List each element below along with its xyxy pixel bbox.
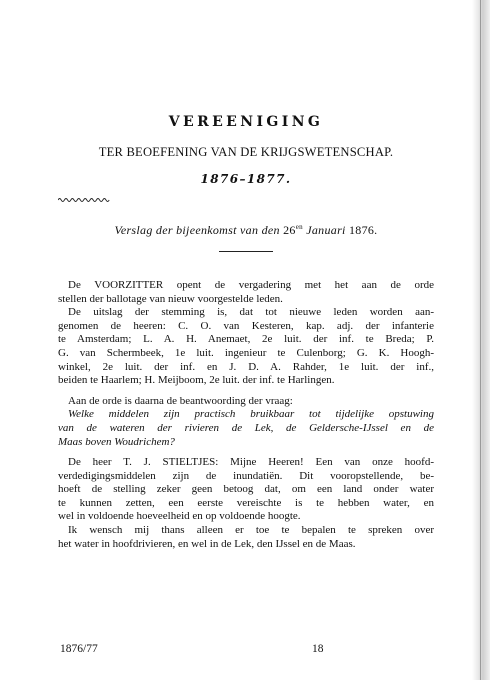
sheet-number: 18 xyxy=(312,643,324,655)
session-years: 1876–1877. xyxy=(200,172,292,187)
paragraph-election-result xyxy=(58,306,434,388)
paragraph-rivers xyxy=(58,524,434,551)
text-line: De uitslag der stemming is, dat tot nieuwe leden worden aan- xyxy=(68,306,434,319)
text-line: hoeft de stelling zeker geen betoog dat, om een land onder water xyxy=(58,483,434,496)
text-line: beiden te Haarlem; H. Meijboom, 2e luit. der inf. te Harlingen. xyxy=(58,374,335,387)
report-body xyxy=(58,279,434,551)
report-text-after: Januari xyxy=(302,223,349,238)
sheet-signature: 1876/77 xyxy=(60,643,98,655)
meeting-report-heading xyxy=(58,221,434,238)
text-line: De VOORZITTER opent de vergadering met het aan de orde xyxy=(68,278,434,291)
society-title: VEREENIGING xyxy=(168,114,324,130)
question-line: van de wateren der rivieren de Lek, de Geldersche-IJssel en de xyxy=(58,421,434,434)
question-line: Welke middelen zijn practisch bruikbaar tot tijdelijke opstuwing xyxy=(68,408,434,421)
report-text-before: Verslag der bijeenkomst van den xyxy=(114,223,284,238)
text-line: De heer T. J. STIELTJES: Mijne Heeren! Een van onze hoofd- xyxy=(68,456,434,469)
report-day: 26 xyxy=(283,223,296,238)
text-line: te kunnen zetten, een eerste vereischte is te hebben water, en xyxy=(58,496,434,509)
text-line: Ik wensch mij thans alleen er toe te bepalen te spreken over xyxy=(68,524,434,537)
society-subtitle: TER BEOEFENING VAN DE KRIJGSWETENSCHAP. xyxy=(98,144,394,159)
text-line: genomen de heeren: C. O. van Kesteren, kap. adj. der infanterie xyxy=(58,319,434,332)
document-page xyxy=(58,110,434,551)
text-line: te Amsterdam; L. A. H. Anemaet, 2e luit. der inf. te Breda; P. xyxy=(58,333,434,346)
text-line: G. van Schermbeek, 1e luit. ingenieur te Culenborg; G. K. Hoogh- xyxy=(58,346,434,359)
question-line: Maas boven Woudrichem? xyxy=(58,435,175,448)
text-line: verdedigingsmiddelen zijn de inundatiën. Dit vooropstellende, be- xyxy=(58,469,434,482)
wavy-ornament xyxy=(58,197,110,203)
text-line: Aan de orde is daarna de beantwoording der vraag: xyxy=(68,394,293,407)
paragraph-question xyxy=(58,395,434,449)
text-line: winkel, 2e luit. der inf. en J. D. A. Rahder, 1e luit. der inf., xyxy=(58,360,434,373)
report-day-suffix: en xyxy=(295,223,303,232)
text-line: het water in hoofdrivieren, en wel in de Lek, den IJssel en de Maas. xyxy=(58,537,356,550)
paragraph-opening xyxy=(58,279,434,306)
page-binding-edge xyxy=(472,0,490,680)
report-year: 1876. xyxy=(348,223,378,238)
text-line: wel in voldoende hoeveelheid en op voldoende hoogte. xyxy=(58,510,301,523)
paragraph-speaker xyxy=(58,456,434,524)
section-divider xyxy=(219,251,273,252)
text-line: stellen der ballotage van nieuw voorgestelde leden. xyxy=(58,292,283,305)
